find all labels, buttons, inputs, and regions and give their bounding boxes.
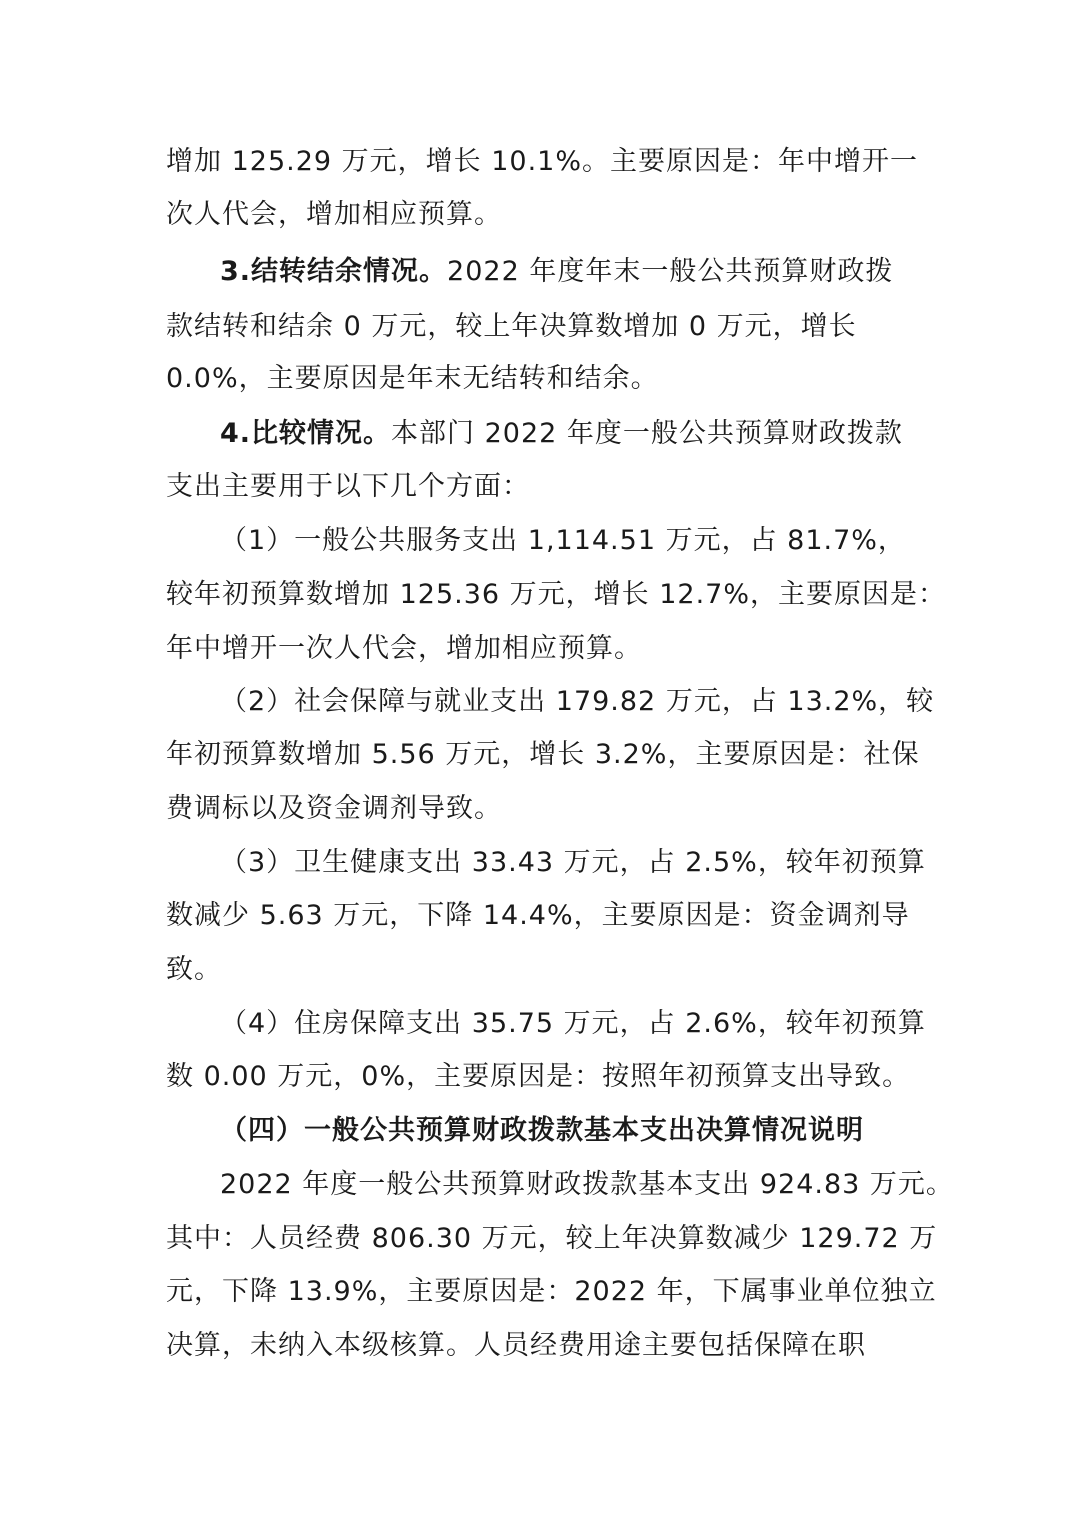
paragraph-line: 增加 125.29 万元，增长 10.1%。主要原因是：年中增开一 bbox=[166, 146, 918, 177]
paragraph-line: 数减少 5.63 万元，下降 14.4%，主要原因是：资金调剂导 bbox=[166, 900, 910, 931]
paragraph-line: 数 0.00 万元，0%，主要原因是：按照年初预算支出导致。 bbox=[166, 1061, 911, 1092]
paragraph-line: 支出主要用于以下几个方面： bbox=[166, 471, 530, 502]
section-heading-4: 4.比较情况。 bbox=[220, 418, 392, 449]
paragraph-line: 较年初预算数增加 125.36 万元，增长 12.7%，主要原因是： bbox=[166, 579, 946, 610]
paragraph-line: 年中增开一次人代会，增加相应预算。 bbox=[166, 633, 642, 664]
list-item-1: （1）一般公共服务支出 1,114.51 万元，占 81.7%， bbox=[220, 525, 906, 556]
list-item-2: （2）社会保障与就业支出 179.82 万元，占 13.2%，较 bbox=[220, 686, 935, 717]
section-heading-si: （四）一般公共预算财政拨款基本支出决算情况说明 bbox=[220, 1115, 864, 1146]
paragraph-line: 其中：人员经费 806.30 万元，较上年决算数减少 129.72 万 bbox=[166, 1223, 938, 1254]
paragraph-line: 次人代会，增加相应预算。 bbox=[166, 199, 502, 230]
paragraph-text: 本部门 2022 年度一般公共预算财政拨款 bbox=[391, 418, 903, 449]
paragraph-text: 2022 年度年末一般公共预算财政拨 bbox=[447, 256, 894, 287]
list-item-4: （4）住房保障支出 35.75 万元，占 2.6%，较年初预算 bbox=[220, 1008, 926, 1039]
paragraph-line: 致。 bbox=[166, 954, 222, 985]
section-4-line bbox=[220, 416, 903, 452]
section-3-line bbox=[220, 254, 893, 290]
paragraph-line: 2022 年度一般公共预算财政拨款基本支出 924.83 万元。 bbox=[220, 1169, 954, 1200]
paragraph-line: 款结转和结余 0 万元，较上年决算数增加 0 万元，增长 bbox=[166, 311, 857, 342]
paragraph-line: 费调标以及资金调剂导致。 bbox=[166, 793, 502, 824]
paragraph-line: 决算，未纳入本级核算。人员经费用途主要包括保障在职 bbox=[166, 1330, 866, 1361]
section-heading-3: 3.结转结余情况。 bbox=[220, 256, 448, 287]
paragraph-line: 0.0%，主要原因是年末无结转和结余。 bbox=[166, 363, 659, 394]
list-item-3: （3）卫生健康支出 33.43 万元，占 2.5%，较年初预算 bbox=[220, 847, 926, 878]
paragraph-line: 年初预算数增加 5.56 万元，增长 3.2%，主要原因是：社保 bbox=[166, 739, 920, 770]
paragraph-line: 元，下降 13.9%，主要原因是：2022 年，下属事业单位独立 bbox=[166, 1276, 937, 1307]
